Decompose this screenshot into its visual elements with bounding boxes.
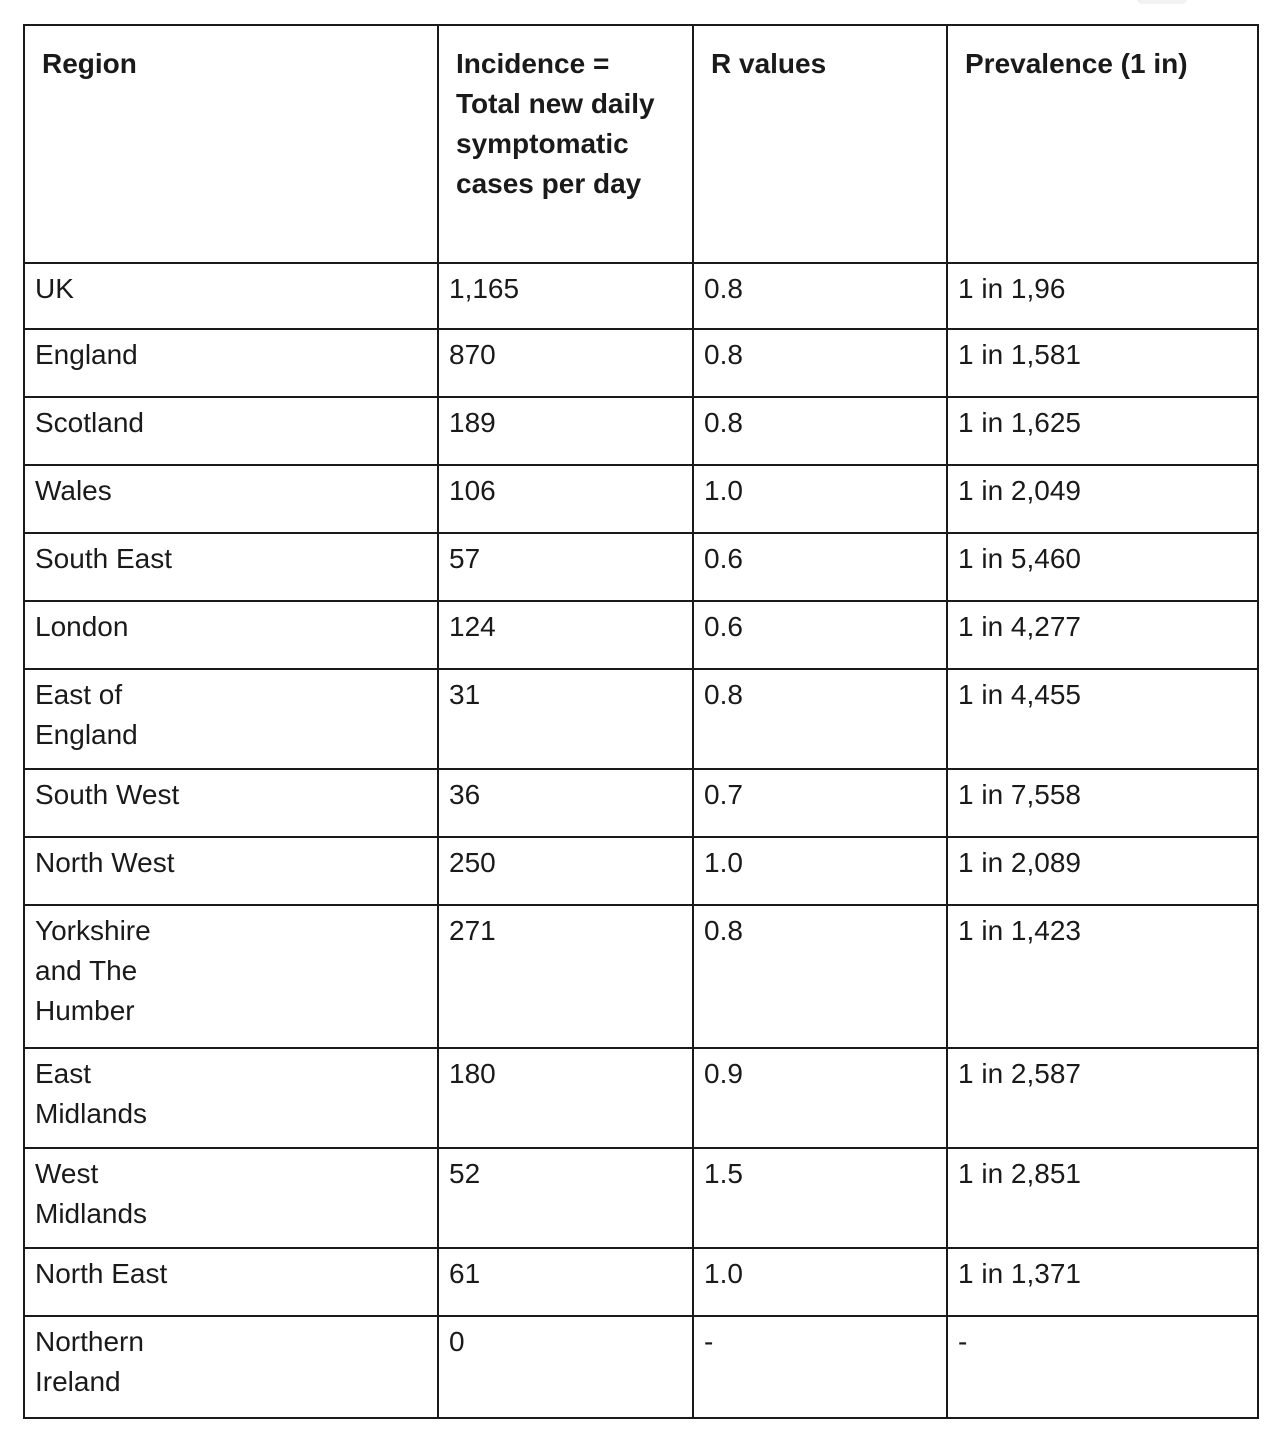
table-row: [24, 533, 1258, 601]
table-row: [24, 1248, 1258, 1316]
r-value-cell: 0.8: [693, 329, 947, 397]
incidence-cell: 31: [438, 669, 693, 769]
header-prevalence: Prevalence (1 in): [947, 25, 1258, 263]
prevalence-cell: 1 in 5,460: [947, 533, 1258, 601]
region-cell: UK: [24, 263, 438, 329]
table-row: [24, 1316, 1258, 1418]
r-value-cell: 0.8: [693, 669, 947, 769]
table-row: [24, 1048, 1258, 1148]
r-value-cell: 1.0: [693, 465, 947, 533]
prevalence-cell: 1 in 1,96: [947, 263, 1258, 329]
region-cell: England: [24, 329, 438, 397]
incidence-cell: 189: [438, 397, 693, 465]
table-row: [24, 601, 1258, 669]
table-row: [24, 905, 1258, 1048]
header-incidence: Incidence = Total new daily symptomatic cases per day: [438, 25, 693, 263]
region-cell: West Midlands: [24, 1148, 438, 1248]
r-value-cell: 1.0: [693, 837, 947, 905]
r-value-cell: 1.0: [693, 1248, 947, 1316]
region-cell: East Midlands: [24, 1048, 438, 1148]
table-row: [24, 1148, 1258, 1248]
incidence-cell: 36: [438, 769, 693, 837]
prevalence-cell: 1 in 2,851: [947, 1148, 1258, 1248]
corner-decoration: [1136, 0, 1188, 4]
header-r-values: R values: [693, 25, 947, 263]
region-cell: London: [24, 601, 438, 669]
prevalence-cell: 1 in 1,423: [947, 905, 1258, 1048]
r-value-cell: 0.6: [693, 533, 947, 601]
table-row: [24, 837, 1258, 905]
prevalence-cell: 1 in 7,558: [947, 769, 1258, 837]
prevalence-cell: 1 in 1,625: [947, 397, 1258, 465]
region-cell: South East: [24, 533, 438, 601]
region-cell: East of England: [24, 669, 438, 769]
incidence-cell: 124: [438, 601, 693, 669]
header-region: Region: [24, 25, 438, 263]
incidence-cell: 250: [438, 837, 693, 905]
incidence-cell: 870: [438, 329, 693, 397]
incidence-cell: 57: [438, 533, 693, 601]
region-cell: North East: [24, 1248, 438, 1316]
region-cell: Scotland: [24, 397, 438, 465]
table-row: [24, 769, 1258, 837]
incidence-cell: 1,165: [438, 263, 693, 329]
region-cell: North West: [24, 837, 438, 905]
table-row: [24, 465, 1258, 533]
region-cell: Wales: [24, 465, 438, 533]
incidence-cell: 61: [438, 1248, 693, 1316]
prevalence-cell: 1 in 4,455: [947, 669, 1258, 769]
prevalence-cell: 1 in 4,277: [947, 601, 1258, 669]
prevalence-cell: 1 in 1,371: [947, 1248, 1258, 1316]
prevalence-cell: -: [947, 1316, 1258, 1418]
r-value-cell: 0.7: [693, 769, 947, 837]
incidence-cell: 180: [438, 1048, 693, 1148]
r-value-cell: -: [693, 1316, 947, 1418]
prevalence-cell: 1 in 2,089: [947, 837, 1258, 905]
prevalence-cell: 1 in 2,587: [947, 1048, 1258, 1148]
table-row: [24, 397, 1258, 465]
table-row: [24, 669, 1258, 769]
r-value-cell: 0.8: [693, 397, 947, 465]
table-row: [24, 329, 1258, 397]
incidence-cell: 271: [438, 905, 693, 1048]
header-row: [24, 25, 1258, 263]
incidence-cell: 0: [438, 1316, 693, 1418]
r-value-cell: 0.8: [693, 263, 947, 329]
r-value-cell: 0.9: [693, 1048, 947, 1148]
incidence-cell: 52: [438, 1148, 693, 1248]
regional-data-table: [23, 24, 1259, 1419]
prevalence-cell: 1 in 1,581: [947, 329, 1258, 397]
r-value-cell: 0.6: [693, 601, 947, 669]
r-value-cell: 0.8: [693, 905, 947, 1048]
incidence-cell: 106: [438, 465, 693, 533]
region-cell: South West: [24, 769, 438, 837]
table-row: [24, 263, 1258, 329]
region-cell: Northern Ireland: [24, 1316, 438, 1418]
prevalence-cell: 1 in 2,049: [947, 465, 1258, 533]
region-cell: Yorkshire and The Humber: [24, 905, 438, 1048]
r-value-cell: 1.5: [693, 1148, 947, 1248]
